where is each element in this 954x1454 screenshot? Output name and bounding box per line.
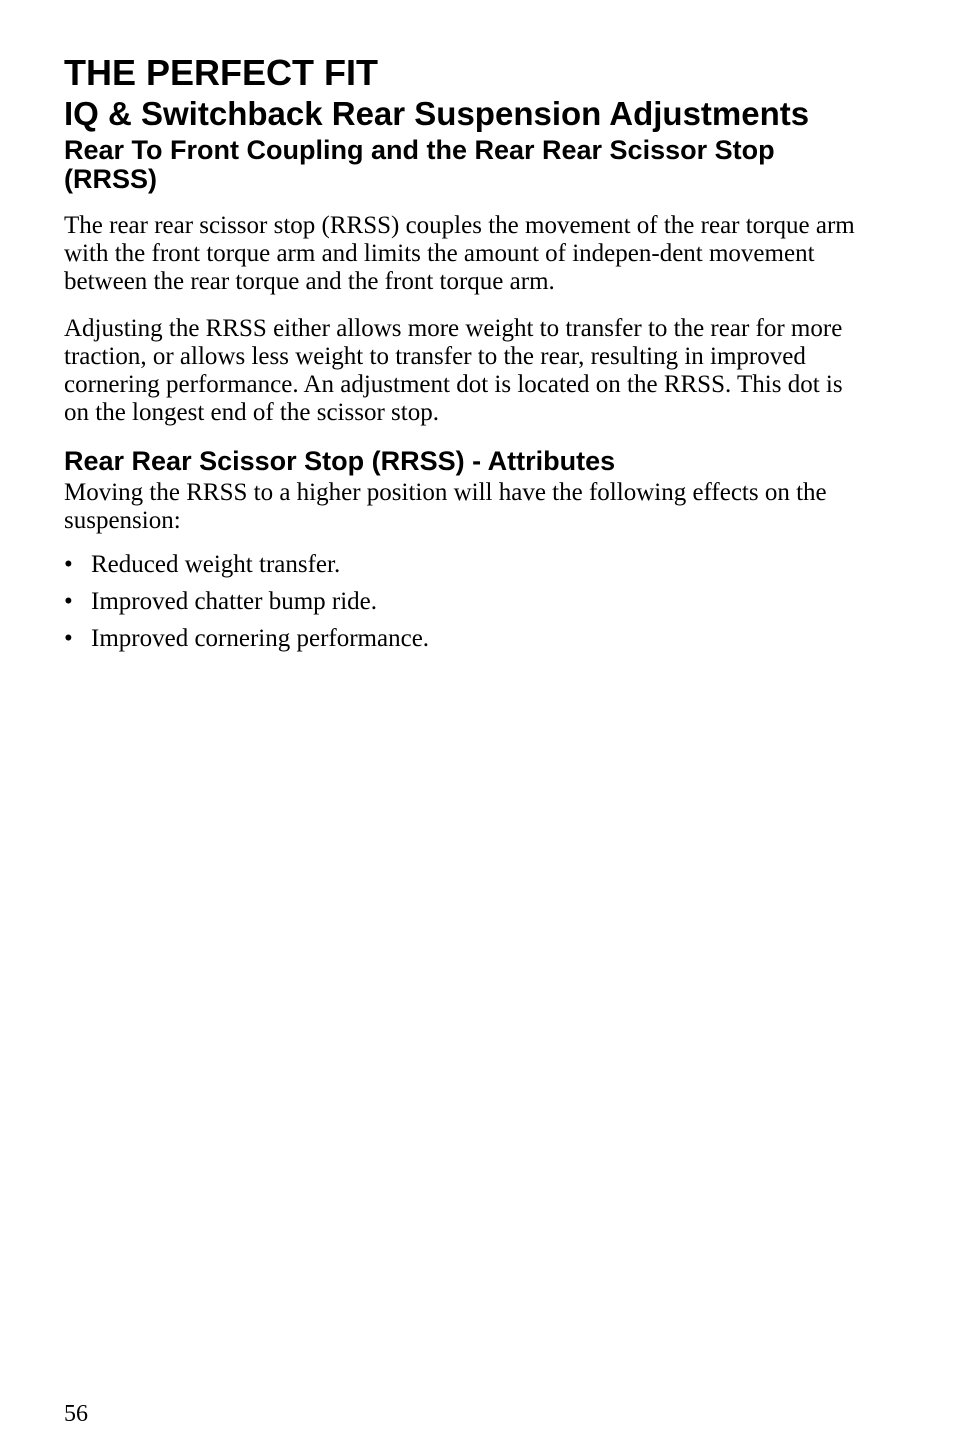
list-item-text: Improved cornering performance. [91,625,430,652]
paragraph-adjustment-description: Adjusting the RRSS either allows more weight to transfer to the rear for more traction, or allows less weight to transfer to the rear, resulting in improved cornering performance. An adjustment dot is located on the RRSS. This dot is on the longest end of the scissor stop. [64,315,843,426]
bullet-icon: • [64,588,73,615]
list-item-text: Improved chatter bump ride. [91,588,378,615]
manual-page [64,52,864,662]
paragraph-coupling-description: The rear rear scissor stop (RRSS) couples the movement of the rear torque arm with the front torque arm and limits the amount of indepen-dent movement between the rear torque and the front torque arm. [64,212,855,295]
attributes-list [64,551,864,653]
list-item [64,588,864,616]
list-item-text: Reduced weight transfer. [91,551,341,578]
section-title: THE PERFECT FIT [64,52,378,93]
page-number: 56 [64,1401,88,1427]
list-item [64,625,864,653]
topic-title: Rear To Front Coupling and the Rear Rear Scissor Stop (RRSS) [64,135,775,194]
attributes-heading: Rear Rear Scissor Stop (RRSS) - Attributes [64,446,616,476]
attributes-intro: Moving the RRSS to a higher position will have the following effects on the suspension: [64,479,827,534]
bullet-icon: • [64,551,73,578]
bullet-icon: • [64,625,73,652]
list-item [64,551,864,579]
subsection-title: IQ & Switchback Rear Suspension Adjustments [64,95,810,132]
